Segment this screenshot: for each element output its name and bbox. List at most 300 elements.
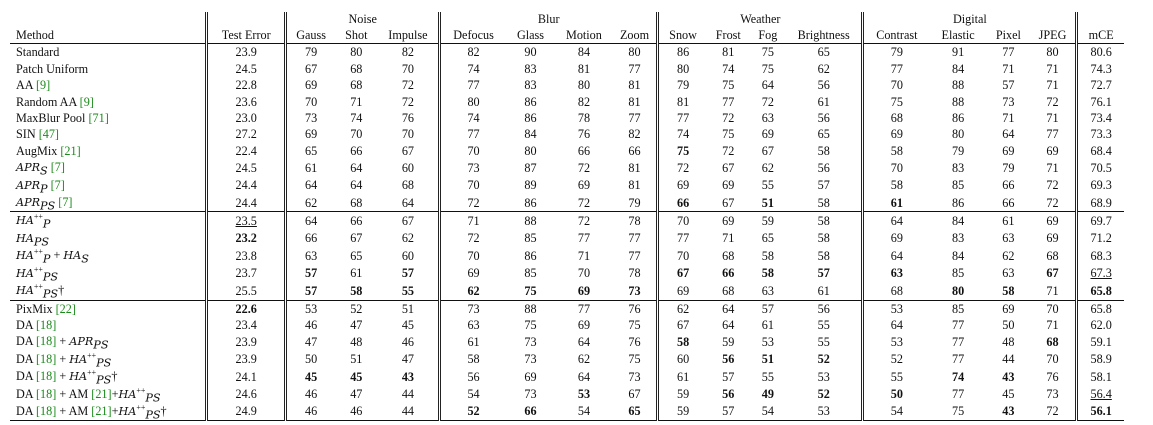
metric-cell: 27.2 <box>207 126 286 142</box>
metric-cell: 73 <box>440 300 506 317</box>
metric-cell: 69 <box>863 126 929 142</box>
metric-cell: 64 <box>577 334 591 349</box>
metric-cell: 84 <box>524 127 537 142</box>
metric-cell: 76.1 <box>1077 94 1124 110</box>
metric-cell: 58 <box>817 231 830 246</box>
metric-cell: 88 <box>952 78 965 93</box>
metric-cell: 62 <box>440 282 506 300</box>
citation-link: [21] <box>91 386 112 401</box>
metric-cell: 73 <box>1046 387 1059 402</box>
table-row <box>10 265 1124 282</box>
metric-cell: 79 <box>286 44 335 61</box>
metric-cell: 66 <box>286 230 335 247</box>
metric-cell: 75 <box>761 61 774 76</box>
metric-cell: 74.3 <box>1077 61 1124 77</box>
metric-cell: 75 <box>863 94 929 110</box>
table-row <box>10 110 1124 126</box>
metric-cell: 69 <box>1046 143 1059 158</box>
metric-cell: 78 <box>628 213 641 228</box>
method-text: + AM <box>56 403 92 418</box>
metric-cell: 70 <box>658 212 707 230</box>
metric-cell: 81 <box>658 94 707 110</box>
metric-cell: 86 <box>524 111 537 126</box>
metric-cell: 53 <box>863 333 929 350</box>
metric-cell: 73 <box>524 352 537 367</box>
metric-cell: 70 <box>577 266 591 281</box>
metric-cell: 81 <box>722 45 735 60</box>
metric-cell: 72 <box>401 94 414 109</box>
metric-cell: 47 <box>401 352 414 367</box>
metric-cell: 66 <box>350 143 363 158</box>
metric-cell: 48 <box>350 334 363 349</box>
column-header-row <box>10 27 1124 44</box>
metric-cell: 60 <box>401 248 414 263</box>
metric-cell: 64 <box>863 212 929 230</box>
metric-cell: 58 <box>761 248 774 263</box>
method-name <box>10 351 207 368</box>
metric-cell: 85 <box>952 266 965 281</box>
metric-cell: 64 <box>286 212 335 230</box>
metric-cell: 58 <box>987 282 1030 300</box>
metric-cell: 69 <box>1046 231 1059 246</box>
metric-cell: 55 <box>761 369 774 384</box>
metric-cell: 52 <box>440 403 506 421</box>
method-symbol: HA <box>118 387 137 401</box>
metric-cell: 71 <box>1046 61 1059 76</box>
metric-cell: 69 <box>524 369 537 384</box>
table-row <box>10 317 1124 333</box>
metric-cell: 22.4 <box>207 143 286 159</box>
metric-cell: 81 <box>577 61 591 76</box>
metric-cell: 62 <box>761 160 774 175</box>
metric-cell: 56.1 <box>1077 403 1124 421</box>
metric-cell: 56.4 <box>1077 386 1124 403</box>
metric-cell: 59 <box>761 213 774 228</box>
metric-cell: 58 <box>658 333 707 350</box>
method-superscript: ++ <box>136 385 146 395</box>
metric-cell: 83 <box>524 78 537 93</box>
metric-cell: 69 <box>555 282 613 300</box>
metric-cell: 55 <box>817 317 830 332</box>
metric-cell: 69 <box>286 126 335 142</box>
metric-cell: 69 <box>722 178 735 193</box>
metric-cell: 44 <box>401 387 414 402</box>
metric-cell: 77 <box>952 317 965 332</box>
metric-cell: 23.8 <box>207 247 286 264</box>
metric-cell: 57 <box>817 178 830 193</box>
method-name <box>10 77 207 93</box>
table-row <box>10 143 1124 159</box>
method-text: DA <box>16 386 36 401</box>
metric-cell: 66 <box>506 403 555 421</box>
results-table-wrapper <box>10 12 1124 421</box>
metric-cell: 64 <box>286 177 335 194</box>
metric-cell: 70 <box>350 127 363 142</box>
metric-cell: 63 <box>863 265 929 282</box>
metric-cell: 71.2 <box>1077 230 1124 247</box>
col-glass: Glass <box>506 27 555 44</box>
method-subscript: PS <box>96 356 112 369</box>
metric-cell: 56 <box>722 387 735 402</box>
metric-cell: 64 <box>350 160 363 175</box>
metric-cell: 83 <box>952 160 965 175</box>
method-subscript: PS <box>42 270 59 283</box>
metric-cell: 77 <box>952 352 965 367</box>
metric-cell: 67.3 <box>1077 265 1124 282</box>
metric-cell: 67 <box>1046 266 1059 281</box>
metric-cell: 61 <box>786 282 863 300</box>
metric-cell: 62 <box>658 300 707 317</box>
metric-cell: 59 <box>722 334 735 349</box>
metric-cell: 64 <box>378 194 440 212</box>
metric-cell: 55 <box>863 368 929 385</box>
citation-link: [21] <box>91 403 112 418</box>
metric-cell: 58 <box>817 143 830 158</box>
col-snow: Snow <box>658 27 707 44</box>
method-text: Standard <box>16 45 60 60</box>
metric-cell: 54 <box>555 403 613 421</box>
col-brightness: Brightness <box>786 27 863 44</box>
table-row <box>10 333 1124 350</box>
col-motion: Motion <box>555 27 613 44</box>
metric-cell: 22.8 <box>207 77 286 93</box>
metric-cell: 80.6 <box>1077 44 1124 61</box>
metric-cell: 71 <box>1046 111 1059 126</box>
metric-cell: 77 <box>628 111 641 126</box>
metric-cell: 45 <box>1002 387 1015 402</box>
method-text: MaxBlur Pool <box>16 111 89 126</box>
metric-cell: 69 <box>1046 213 1059 228</box>
metric-cell: 22.6 <box>207 300 286 317</box>
method-text: + <box>56 351 70 366</box>
metric-cell: 71 <box>577 248 591 263</box>
method-text: AugMix <box>16 143 61 158</box>
metric-cell: 61 <box>863 194 929 212</box>
metric-cell: 79 <box>613 194 658 212</box>
metric-cell: 86 <box>952 111 965 126</box>
metric-cell: 77 <box>628 61 641 76</box>
method-superscript: ++ <box>33 282 43 292</box>
metric-cell: 84 <box>952 248 965 263</box>
metric-cell: 67 <box>658 317 707 333</box>
metric-cell: 58 <box>335 282 378 300</box>
metric-cell: 66 <box>577 143 591 158</box>
metric-cell: 24.4 <box>207 194 286 212</box>
metric-cell: 64 <box>350 178 363 193</box>
metric-cell: 61 <box>1002 213 1015 228</box>
metric-cell: 75 <box>628 352 641 367</box>
metric-cell: 76 <box>628 334 641 349</box>
method-subscript: S <box>81 252 89 265</box>
metric-cell: 73 <box>440 159 506 176</box>
metric-cell: 51 <box>350 352 363 367</box>
metric-cell: 24.5 <box>207 61 286 77</box>
metric-cell: 65 <box>286 143 335 159</box>
metric-cell: 58 <box>863 177 929 194</box>
metric-cell: 72 <box>440 194 506 212</box>
metric-cell: 72 <box>1030 194 1077 212</box>
metric-cell: 62 <box>1002 248 1015 263</box>
metric-cell: 66 <box>987 194 1030 212</box>
metric-cell: 24.4 <box>207 177 286 194</box>
metric-cell: 91 <box>952 45 965 60</box>
metric-cell: 51 <box>750 194 786 212</box>
method-text: Random AA <box>16 94 80 109</box>
metric-cell: 65.8 <box>1077 282 1124 300</box>
col-jpeg: JPEG <box>1030 27 1077 44</box>
metric-cell: 56 <box>817 160 830 175</box>
metric-cell: 47 <box>350 387 363 402</box>
method-text: AA <box>16 78 36 93</box>
metric-cell: 58 <box>817 248 830 263</box>
metric-cell: 84 <box>577 45 591 60</box>
method-symbol: APR <box>16 161 41 175</box>
col-fog: Fog <box>750 27 786 44</box>
metric-cell: 88 <box>524 301 537 316</box>
method-subscript: PS <box>40 199 56 212</box>
metric-cell: 49 <box>761 387 774 402</box>
metric-cell: 43 <box>987 403 1030 421</box>
metric-cell: 72.7 <box>1077 77 1124 93</box>
method-superscript: ++ <box>33 264 43 274</box>
metric-cell: 63 <box>761 111 774 126</box>
metric-cell: 58.1 <box>1077 368 1124 385</box>
metric-cell: 65 <box>350 248 363 263</box>
citation-link: [7] <box>50 177 65 192</box>
metric-cell: 81 <box>628 78 641 93</box>
metric-cell: 23.9 <box>207 44 286 61</box>
metric-cell: 76 <box>577 127 591 142</box>
metric-cell: 80 <box>524 143 537 158</box>
metric-cell: 70 <box>863 77 929 93</box>
metric-cell: 80 <box>350 45 363 60</box>
metric-cell: 68 <box>707 282 750 300</box>
metric-cell: 80 <box>440 94 506 110</box>
metric-cell: 46 <box>286 317 335 333</box>
metric-cell: 74 <box>440 61 506 77</box>
metric-cell: 72 <box>401 78 414 93</box>
metric-cell: 72 <box>658 159 707 176</box>
metric-cell: 86 <box>506 194 555 212</box>
method-symbol: HA <box>16 284 34 298</box>
metric-cell: 23.5 <box>207 212 286 230</box>
metric-cell: 55 <box>378 282 440 300</box>
method-subscript: P <box>42 252 51 265</box>
method-text: + <box>56 369 70 384</box>
citation-link: [18] <box>35 386 57 401</box>
metric-cell: 68 <box>401 178 414 193</box>
citation-link: [7] <box>50 160 65 175</box>
metric-cell: 77 <box>863 61 929 77</box>
metric-cell: 43 <box>1002 369 1015 384</box>
method-name <box>10 143 207 159</box>
metric-cell: 77 <box>577 301 591 316</box>
table-row <box>10 159 1124 176</box>
group-header-row <box>10 12 1124 27</box>
method-superscript: ++ <box>33 247 43 257</box>
metric-cell: 67 <box>761 143 774 158</box>
metric-cell: 72 <box>577 160 591 175</box>
metric-cell: 82 <box>628 127 641 142</box>
method-symbol: HA <box>16 214 34 228</box>
metric-cell: 54 <box>863 403 929 421</box>
metric-cell: 62 <box>817 61 830 76</box>
method-name <box>10 110 207 126</box>
corruption-results-table <box>10 12 1124 421</box>
metric-cell: 68 <box>722 248 735 263</box>
metric-cell: 69 <box>577 317 591 332</box>
metric-cell: 52 <box>817 352 830 367</box>
group-digital: Digital <box>863 12 1077 27</box>
metric-cell: 25.5 <box>207 282 286 300</box>
metric-cell: 78 <box>628 266 641 281</box>
col-pixel: Pixel <box>987 27 1030 44</box>
metric-cell: 66 <box>722 266 735 281</box>
metric-cell: 68 <box>1046 334 1059 349</box>
metric-cell: 72 <box>722 111 735 126</box>
metric-cell: 88 <box>952 94 965 109</box>
citation-link: [22] <box>55 301 76 316</box>
metric-cell: 75 <box>722 127 735 142</box>
method-symbol: APR <box>16 196 41 210</box>
metric-cell: 53 <box>577 387 591 402</box>
group-noise: Noise <box>286 12 440 27</box>
metric-cell: 60 <box>658 351 707 368</box>
metric-cell: 77 <box>440 77 506 93</box>
metric-cell: 77 <box>722 94 735 109</box>
metric-cell: 47 <box>350 317 363 332</box>
metric-cell: 86 <box>929 194 987 212</box>
metric-cell: 72 <box>722 143 735 158</box>
metric-cell: 82 <box>401 45 414 60</box>
metric-cell: 77 <box>1002 45 1015 60</box>
metric-cell: 67 <box>628 387 641 402</box>
metric-cell: 51 <box>401 301 414 316</box>
metric-cell: 83 <box>524 61 537 76</box>
metric-cell: 44 <box>1002 352 1015 367</box>
metric-cell: 85 <box>524 231 537 246</box>
metric-cell: 56 <box>440 368 506 385</box>
metric-cell: 70 <box>440 247 506 264</box>
metric-cell: 71 <box>440 212 506 230</box>
metric-cell: 50 <box>863 386 929 403</box>
method-text: + <box>111 403 119 418</box>
results-body <box>10 44 1124 421</box>
metric-cell: 62.0 <box>1077 317 1124 333</box>
metric-cell: 68 <box>350 61 363 76</box>
metric-cell: 57 <box>1002 78 1015 93</box>
metric-cell: 63 <box>1002 266 1015 281</box>
metric-cell: 70 <box>440 143 506 159</box>
method-name <box>10 44 207 61</box>
metric-cell: 53 <box>286 300 335 317</box>
col-shot: Shot <box>335 27 378 44</box>
metric-cell: 63 <box>440 317 506 333</box>
method-symbol: HA <box>69 352 88 366</box>
metric-cell: 84 <box>952 61 965 76</box>
method-name <box>10 300 207 317</box>
metric-cell: 74 <box>440 110 506 126</box>
metric-cell: 61 <box>658 368 707 385</box>
metric-cell: 70 <box>286 94 335 110</box>
metric-cell: 56 <box>817 78 830 93</box>
metric-cell: 66 <box>1002 178 1015 193</box>
metric-cell: 68.4 <box>1077 143 1124 159</box>
method-name <box>10 403 207 421</box>
metric-cell: 82 <box>440 44 506 61</box>
metric-cell: 76 <box>1046 369 1059 384</box>
metric-cell: 59 <box>658 403 707 421</box>
metric-cell: 24.9 <box>207 403 286 421</box>
metric-cell: 65 <box>761 231 774 246</box>
metric-cell: 86 <box>658 44 707 61</box>
metric-cell: 69.7 <box>1077 212 1124 230</box>
method-text: DA <box>16 334 36 349</box>
metric-cell: 47 <box>286 333 335 350</box>
metric-cell: 75 <box>524 317 537 332</box>
table-row <box>10 77 1124 93</box>
metric-cell: 24.5 <box>207 159 286 176</box>
metric-cell: 45 <box>350 369 363 384</box>
metric-cell: 73 <box>524 334 537 349</box>
method-subscript: PS <box>33 235 50 248</box>
metric-cell: 65 <box>817 127 830 142</box>
col-defocus: Defocus <box>440 27 506 44</box>
table-row <box>10 44 1124 61</box>
metric-cell: 66 <box>350 213 363 228</box>
method-name <box>10 230 207 247</box>
metric-cell: 59.1 <box>1077 333 1124 350</box>
citation-link: [18] <box>35 369 57 384</box>
metric-cell: 69 <box>658 282 707 300</box>
metric-cell: 77 <box>440 126 506 142</box>
col-mce: mCE <box>1077 27 1124 44</box>
metric-cell: 53 <box>761 334 774 349</box>
metric-cell: 73.3 <box>1077 126 1124 142</box>
citation-link: [71] <box>88 111 109 126</box>
metric-cell: 67 <box>658 265 707 282</box>
method-text: + <box>111 386 119 401</box>
metric-cell: 69 <box>1002 143 1015 158</box>
metric-cell: 61 <box>761 317 774 332</box>
table-row <box>10 230 1124 247</box>
method-symbol: APR <box>69 335 94 349</box>
method-name <box>10 265 207 282</box>
metric-cell: 83 <box>952 231 965 246</box>
metric-cell: 50 <box>286 351 335 368</box>
metric-cell: 71 <box>722 231 735 246</box>
method-superscript: ++ <box>33 212 43 222</box>
method-subscript: PS <box>145 408 161 421</box>
metric-cell: 70 <box>863 159 929 176</box>
metric-cell: 80 <box>1046 45 1059 60</box>
method-text: + AM <box>56 386 92 401</box>
metric-cell: 51 <box>761 352 774 367</box>
metric-cell: 72 <box>577 213 591 228</box>
metric-cell: 68 <box>1046 248 1059 263</box>
metric-cell: 23.2 <box>207 230 286 247</box>
method-name <box>10 317 207 333</box>
metric-cell: 67 <box>401 143 414 158</box>
metric-cell: 63 <box>1002 231 1015 246</box>
metric-cell: 61 <box>817 94 830 109</box>
metric-cell: 79 <box>658 77 707 93</box>
col-frost: Frost <box>707 27 750 44</box>
metric-cell: 64 <box>577 369 591 384</box>
metric-cell: 67 <box>722 160 735 175</box>
method-subscript: PS <box>145 390 161 403</box>
metric-cell: 79 <box>952 143 965 158</box>
